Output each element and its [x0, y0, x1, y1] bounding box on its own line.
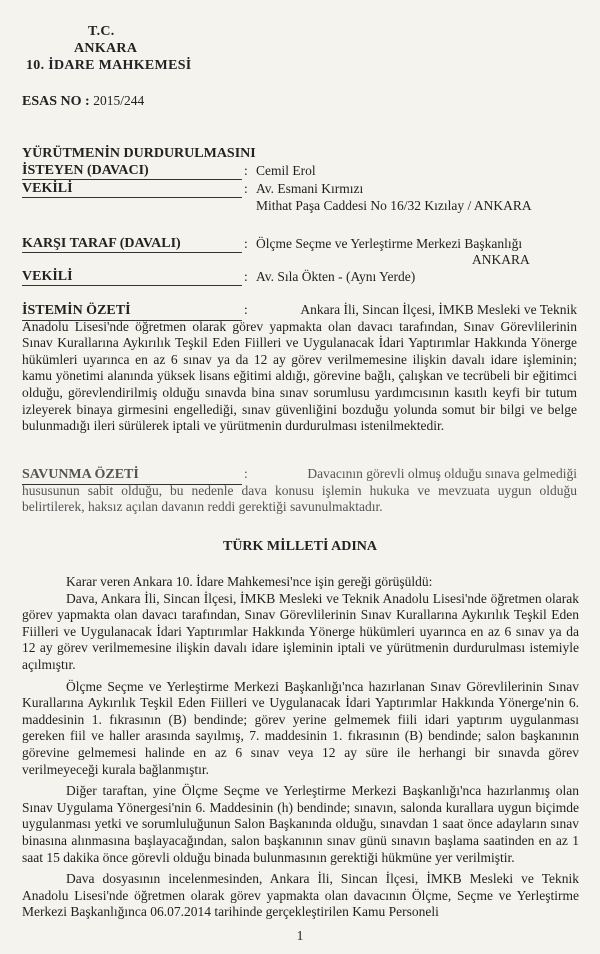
- esas-value: 2015/244: [93, 93, 145, 108]
- plaintiff-rep-address: Mithat Paşa Caddesi No 16/32 Kızılay / ANKARA: [256, 198, 532, 213]
- defense-section: [22, 466, 577, 516]
- body: [22, 574, 579, 921]
- header-city: ANKARA: [74, 41, 138, 56]
- defendant-rep-label: VEKİLİ: [22, 269, 242, 286]
- esas-label: ESAS NO :: [22, 94, 90, 109]
- defense-label: SAVUNMA ÖZETİ: [22, 467, 242, 485]
- paragraph-3: Ölçme Seçme ve Yerleştirme Merkezi Başkanlığı'nca hazırlanan Sınav Görevlilerinin Sınav Kurallarına Aykırılık Teşkil Eden Fiilleri ve Uygulanacak İdari Yaptırımlar Hakkında Yönerge'nin 6. maddesinin 1. fıkrasının (B) bendinde; görev yerine gelmemek fiili idari yaptırım uygulanması gereken fiil ve haller arasında sayılmış, 7. maddesinin 1. fıkrasının (B) bendinde; salon başkanının görevine gelmemesi halinde en az 6 sınav veya 12 ay süre ile herhangi bir sınavda görev verilmeyeceği kurala bağlanmıştır.: [22, 678, 579, 777]
- defendant-rep-name: Av. Sıla Ökten - (Aynı Yerde): [256, 269, 416, 284]
- paragraph-5: Dava dosyasının incelenmesinden, Ankara İli, Sincan İlçesi, İMKB Mesleki ve Teknik Anadolu Lisesi'nde öğretmen olarak görev yapmakta olan davacının Ölçme, Seçme ve Yerleştirme Merkezi Başkanlığınca 06.07.2014 tarihinde gerçekleştirilen Kamu Personeli: [22, 871, 579, 920]
- title-line2: İSTEYEN (DAVACI): [22, 163, 242, 180]
- esas-line: [22, 93, 144, 110]
- header-court: 10. İDARE MAHKEMESİ: [26, 58, 192, 73]
- paragraph-1: Karar veren Ankara 10. İdare Mahkemesi'nce işin gereği görüşüldü:: [66, 574, 433, 589]
- defense-first-line: Davacının görevli olmuş olduğu sınava gelmediği: [307, 466, 577, 481]
- summary-first-line: Ankara İli, Sincan İlçesi, İMKB Mesleki ve Teknik: [300, 302, 577, 317]
- summary-label: İSTEMİN ÖZETİ: [22, 303, 242, 321]
- plaintiff-rep-name: Av. Esmani Kırmızı: [256, 181, 364, 196]
- header-tc: T.C.: [88, 24, 115, 39]
- summary-body: Anadolu Lisesi'nde öğretmen olarak görev yapmakta olan davacı tarafından, Sınav Görevlilerinin Sınav Kurallarına Aykırılık Teşkil Eden Fiilleri ve Uygulanacak İdari Yaptırımlar Hakkında Yönerge hükümleri uyarınca en az 6 sınav ya da 12 ay görev verilmemesine ilişkin davalı idare işleminin; kamu yönetimi alanında yüksek lisans eğitimi aldığı, görevine bağlı, çalışkan ve tecrübeli bir eğitimci olduğu, görevlendirilmiş olduğu sınavda bina sınav sorumlusu yardımcısının kasıtlı keyfi bir tutum izleyerek binaya girmesini engellediği, sınav güvenliğini bozduğu yolunda somut bir bilgi ve belge bulunmadığı ileri sürülerek iptali ve yürütmenin durdurulması istenilmektedir.: [22, 318, 577, 434]
- page-number: 1: [296, 928, 304, 943]
- defense-body: hususunun sabit olduğu, bu nedenle dava konusu işlemin hukuka ve mevzuata uygun olduğu belirtilerek, haksız açılan davanın reddi gerektiği savunulmaktadır.: [22, 482, 577, 515]
- defendant-label: KARŞI TARAF (DAVALI): [22, 236, 242, 253]
- defendant-rep-colon: :: [244, 269, 248, 284]
- defense-colon: :: [244, 466, 248, 481]
- plaintiff-rep-colon: :: [244, 181, 248, 196]
- summary-colon: :: [244, 302, 248, 317]
- title-line1: YÜRÜTMENİN DURDURULMASINI: [22, 146, 256, 161]
- defendant-city: ANKARA: [472, 252, 530, 267]
- summary-section: [22, 302, 577, 435]
- plaintiff-name: Cemil Erol: [256, 163, 316, 178]
- defendant-colon: :: [244, 236, 248, 251]
- section-heading: TÜRK MİLLETİ ADINA: [222, 539, 378, 554]
- plaintiff-rep-label: VEKİLİ: [22, 181, 242, 198]
- paragraph-4: Diğer taraftan, yine Ölçme Seçme ve Yerleştirme Merkezi Başkanlığı'nca hazırlanmış olan Sınav Uygulama Yönergesi'nin 6. Maddesinin (h) bendinde; sınavın, salonda kurallara uygun biçimde uygulanması yetki ve sorumluluğunun Salon Başkanında olduğu, sınavdan 1 saat önce adayların sınav binasına alınmasına başlayacağından, salon başkanının sınav günü sınavın başlama saatinden en az 1 saat 15 dakika önce görevli olduğu binada bulunmasının gerektiği hükmüne yer verilmiştir.: [22, 783, 579, 865]
- defendant-name: Ölçme Seçme ve Yerleştirme Merkezi Başkanlığı: [256, 236, 523, 251]
- plaintiff-colon: :: [244, 163, 248, 178]
- paragraph-2: Dava, Ankara İli, Sincan İlçesi, İMKB Mesleki ve Teknik Anadolu Lisesi'nde öğretmen olarak görev yapmakta olan davacı tarafından, Sınav Görevlilerinin Sınav Kurallarına Aykırılık Teşkil Eden Fiilleri ve Uygulanacak İdari Yaptırımlar Hakkında Yönerge hükümleri uyarınca en az 6 sınav ya da 12 ay görev verilmemesine ilişkin davalı idare işleminin iptali ve yürütmenin durdurulması istemiyle açılmıştır.: [22, 590, 579, 672]
